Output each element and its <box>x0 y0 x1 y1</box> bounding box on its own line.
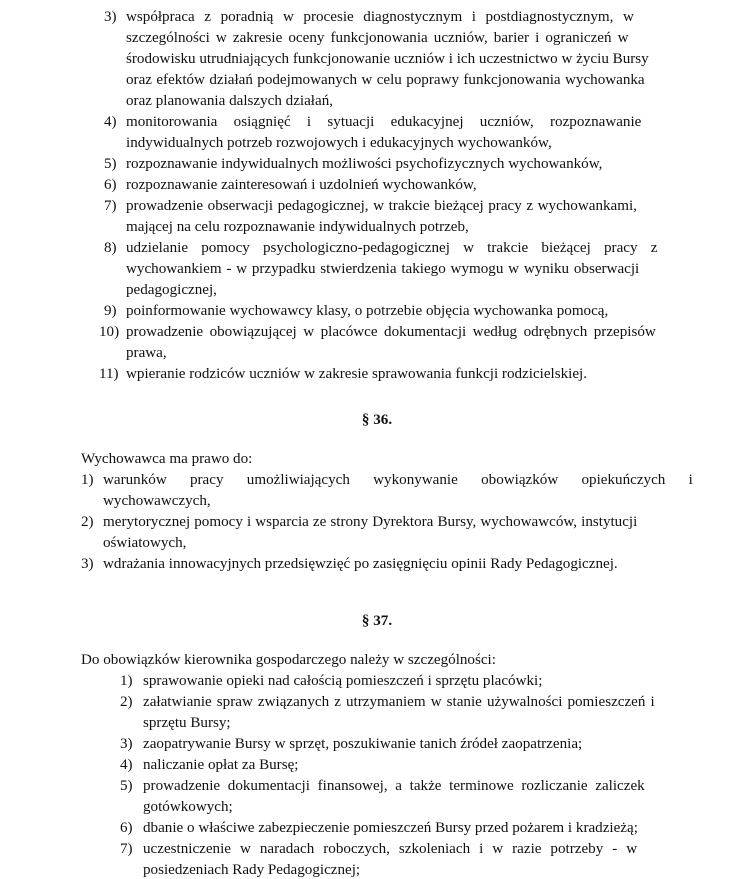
list-number: 2) <box>81 514 94 530</box>
list-item-line: wpieranie rodziców uczniów w zakresie sprawowania funkcji rodzicielskiej. <box>126 366 588 382</box>
list-item-line: oraz efektów działań podejmowanych w celu poprawy funkcjonowania wychowanka <box>126 72 645 88</box>
list-item-line: gotówkowych; <box>143 799 233 815</box>
list-number: 2) <box>120 694 133 710</box>
section-intro: Do obowiązków kierownika gospodarczego należy w szczególności: <box>81 652 496 668</box>
list-number: 4) <box>104 114 117 130</box>
list-item-line: współpraca z poradnią w procesie diagnostycznym i postdiagnostycznym, w <box>126 9 634 25</box>
list-item-line: udzielanie pomocy psychologiczno-pedagogicznej w trakcie bieżącej pracy z <box>126 240 658 256</box>
list-item-line: wdrażania innowacyjnych przedsięwzięć po zasięgnięciu opinii Rady Pedagogicznej. <box>103 556 618 572</box>
list-item-line: poinformowanie wychowawcy klasy, o potrzebie objęcia wychowanka pomocą, <box>126 303 609 319</box>
list-item-line: rozpoznawanie indywidualnych możliwości psychofizycznych wychowanków, <box>126 156 603 172</box>
list-item-line: szczególności w zakresie oceny funkcjonowania uczniów, barier i ograniczeń w <box>126 30 629 46</box>
list-number: 9) <box>104 303 117 319</box>
list-item-line: sprzętu Bursy; <box>143 715 231 731</box>
list-number: 4) <box>120 757 133 773</box>
list-item-line: posiedzeniach Rady Pedagogicznej; <box>143 862 361 878</box>
list-number: 5) <box>120 778 133 794</box>
section-intro: Wychowawca ma prawo do: <box>81 451 253 467</box>
list-number: 3) <box>81 556 94 572</box>
list-item-line: załatwianie spraw związanych z utrzymaniem w stanie używalności pomieszczeń i <box>143 694 655 710</box>
list-number: 5) <box>104 156 117 172</box>
list-item-line: prowadzenie obserwacji pedagogicznej, w trakcie bieżącej pracy z wychowankami, <box>126 198 637 214</box>
list-item-line: wychowankiem - w przypadku stwierdzenia takiego wymogu w wyniku obserwacji <box>126 261 640 277</box>
list-item-line: wychowawczych, <box>103 493 211 509</box>
list-item-line: zaopatrywanie Bursy w sprzęt, poszukiwanie tanich źródeł zaopatrzenia; <box>143 736 583 752</box>
list-item-line: uczestniczenie w naradach roboczych, szkoleniach i w razie potrzeby - w <box>143 841 638 857</box>
list-number: 11) <box>99 366 119 382</box>
list-item-line: pedagogicznej, <box>126 282 217 298</box>
list-item-line: oświatowych, <box>103 535 187 551</box>
list-number: 1) <box>81 472 94 488</box>
list-number: 6) <box>120 820 133 836</box>
list-number: 10) <box>99 324 120 340</box>
list-item-line: indywidualnych potrzeb rozwojowych i edukacyjnych wychowanków, <box>126 135 552 151</box>
list-number: 6) <box>104 177 117 193</box>
list-item-line: merytorycznej pomocy i wsparcia ze strony Dyrektora Bursy, wychowawców, instytucji <box>103 514 638 530</box>
list-item-line: prawa, <box>126 345 167 361</box>
section-heading: § 36. <box>361 412 393 428</box>
list-item-line: prowadzenie obowiązującej w placówce dokumentacji według odrębnych przepisów <box>126 324 656 340</box>
list-number: 7) <box>104 198 117 214</box>
list-number: 7) <box>120 841 133 857</box>
list-item-line: oraz planowania dalszych działań, <box>126 93 334 109</box>
list-item-line: prowadzenie dokumentacji finansowej, a także terminowe rozliczanie zaliczek <box>143 778 645 794</box>
list-item-line: sprawowanie opieki nad całością pomieszczeń i sprzętu placówki; <box>143 673 543 689</box>
list-item-line: mającej na celu rozpoznawanie indywidualnych potrzeb, <box>126 219 469 235</box>
list-item-line: warunków pracy umożliwiających wykonywanie obowiązków opiekuńczych i <box>103 472 693 488</box>
list-item-line: rozpoznawanie zainteresowań i uzdolnień wychowanków, <box>126 177 477 193</box>
list-number: 3) <box>104 9 117 25</box>
list-number: 3) <box>120 736 133 752</box>
list-item-line: naliczanie opłat za Bursę; <box>143 757 299 773</box>
list-number: 8) <box>104 240 117 256</box>
list-number: 1) <box>120 673 133 689</box>
list-item-line: monitorowania osiągnięć i sytuacji edukacyjnej uczniów, rozpoznawanie <box>126 114 642 130</box>
list-item-line: środowisku utrudniających funkcjonowanie uczniów i ich uczestnictwo w życiu Bursy <box>126 51 649 67</box>
list-item-line: dbanie o właściwe zabezpieczenie pomieszczeń Bursy przed pożarem i kradzieżą; <box>143 820 638 836</box>
section-heading: § 37. <box>361 613 393 629</box>
